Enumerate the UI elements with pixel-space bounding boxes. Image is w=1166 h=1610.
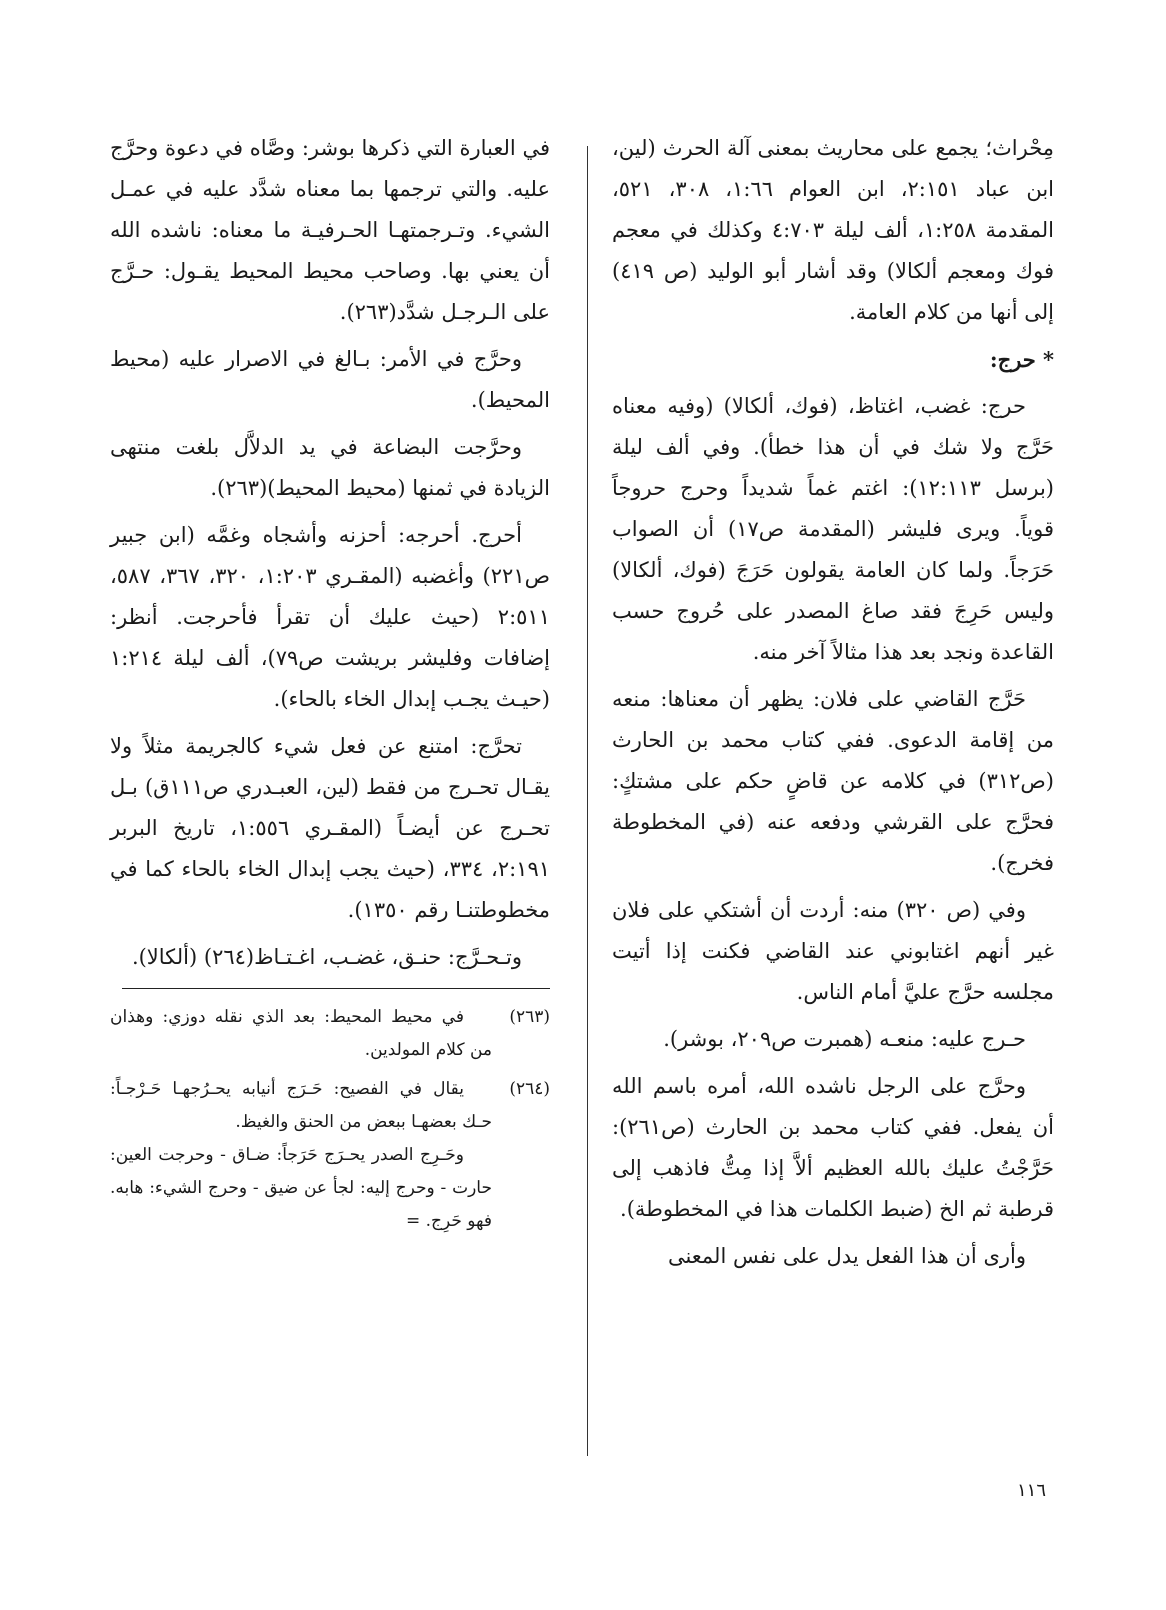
footnote-264 xyxy=(110,1073,550,1238)
entry-heading: * حرج: xyxy=(989,347,1054,372)
footnote-line: وحَـرِج الصدر يحـرَج حَرَجاً: ضـاق - وحرجت العين: حارت - وحرج إليه: لجأ عن ضيق - وحرج الشيء: هابه. فهو حَرِج. = xyxy=(110,1145,492,1231)
left-column xyxy=(110,128,550,1244)
footnote-rule xyxy=(122,988,550,989)
paragraph: حرج: غضب، اغتاظ، (فوك، ألكالا) (وفيه معناه حَرَّج ولا شك في أن هذا خطأ). وفي ألف ليلة (برسل ١٢:١١٣): اغتم غماً شديداً وحرج حروجاً قوياً. ويرى فليشر (المقدمة ص١٧) أن الصواب حَرَجاً. ولما كان العامة يقولون حَرَجَ (فوك، ألكالا) وليس حَرِجَ فقد صاغ المصدر على حُروج حسب القاعدة ونجد بعد هذا مثالاً آخر منه. xyxy=(612,394,1054,664)
footnote-line: في محيط المحيط: بعد الذي نقله دوزي: وهذان من كلام المولدين. xyxy=(110,1007,492,1060)
paragraph: وحرَّج على الرجل ناشده الله، أمره باسم الله أن يفعل. ففي كتاب محمد بن الحارث (ص٢٦١): حَرَّجْتُ عليك بالله العظيم ألاَّ إذا مِتُّ فاذهب إلى قرطبة ثم الخ (ضبط الكلمات هذا في المخطوطة). xyxy=(612,1074,1054,1221)
page-number: ١١٦ xyxy=(1016,1480,1046,1501)
paragraph: حَرَّج القاضي على فلان: يظهر أن معناها: منعه من إقامة الدعوى. ففي كتاب محمد بن الحارث (ص٣١٢) في كلامه عن قاضٍ حكم على مشتكٍ: فحرَّج على القرشي ودفعه عنه (في المخطوطة فخرج). xyxy=(612,687,1054,875)
column-divider xyxy=(587,146,588,1456)
paragraph: وأرى أن هذا الفعل يدل على نفس المعنى xyxy=(667,1244,1026,1268)
paragraph: وحرَّجت البضاعة في يد الدلاَّل بلغت منتهى الزيادة في ثمنها (محيط المحيط)(٢٦٣). xyxy=(110,435,550,500)
paragraph: مِحْراث؛ يجمع على محاريث بمعنى آلة الحرث (لين، ابن عباد ٢:١٥١، ابن العوام ١:٦٦، ٣٠٨، ٥٢١، المقدمة ١:٢٥٨، ألف ليلة ٤:٧٠٣ وكذلك في معجم فوك ومعجم ألكالا) وقد أشار أبو الوليد (ص ٤١٩) إلى أنها من كلام العامة. xyxy=(612,136,1055,324)
paragraph: وحرَّج في الأمر: بـالغ في الاصرار عليه (محيط المحيط). xyxy=(110,347,550,412)
footnote-number: (٢٦٣) xyxy=(509,1007,550,1027)
footnote-body xyxy=(110,1073,492,1238)
paragraph: وفي (ص ٣٢٠) منه: أردت أن أشتكي على فلان غير أنهم اغتابوني عند القاضي فكنت إذا أتيت مجلسه حرَّج عليَّ أمام الناس. xyxy=(612,898,1054,1004)
footnote-line: يقال في الفصيح: حَـرَج أنيابه يحـرُجهـا حَـرْجـاً: حـك بعضهـا ببعض من الحنق والغيظ. xyxy=(110,1079,492,1132)
paragraph: وتـحـرَّج: حنـق، غضـب، اغـتـاظ(٢٦٤) (ألكالا). xyxy=(131,945,522,969)
footnote-263 xyxy=(110,1001,550,1067)
paragraph: حـرج عليه: منعـه (همبرت ص٢٠٩، بوشر). xyxy=(663,1027,1026,1051)
right-column xyxy=(612,128,1054,1283)
paragraph: أحرج. أحرجه: أحزنه وأشجاه وغمَّه (ابن جبير ص٢٢١) وأغضبه (المقـري ١:٢٠٣، ٣٢٠، ٣٦٧، ٥٨٧، ٢:٥١١ (حيث عليك أن تقرأ فأحرجت. أنظر: إضافات وفليشر بريشت ص٧٩)، ألف ليلة ١:٢١٤ (حيـث يجـب إبدال الخاء بالحاء). xyxy=(110,523,551,711)
footnotes xyxy=(110,1001,550,1238)
paragraph: تحرَّج: امتنع عن فعل شيء كالجريمة مثلاً ولا يقـال تحـرج من فقط (لين، العبـدري ص١١١ق) بـل تحـرج عن أيضـاً (المقـري ١:٥٥٦، تاريخ البربر ٢:١٩١، ٣٣٤، (حيث يجب إبدال الخاء بالحاء كما في مخطوطتنـا رقم ١٣٥٠). xyxy=(110,734,551,922)
footnote-number: (٢٦٤) xyxy=(509,1079,550,1099)
footnote-body xyxy=(110,1001,492,1067)
paragraph: في العبارة التي ذكرها بوشر: وصَّاه في دعوة وحرَّج عليه. والتي ترجمها بما معناه شدَّد عليه في عمـل الشيء. وتـرجمتهـا الحـرفيـة ما معناه: ناشده الله أن يعني بها. وصاحب محيط المحيط يقـول: حـرَّج على الـرجـل شدَّد(٢٦٣). xyxy=(110,136,550,324)
